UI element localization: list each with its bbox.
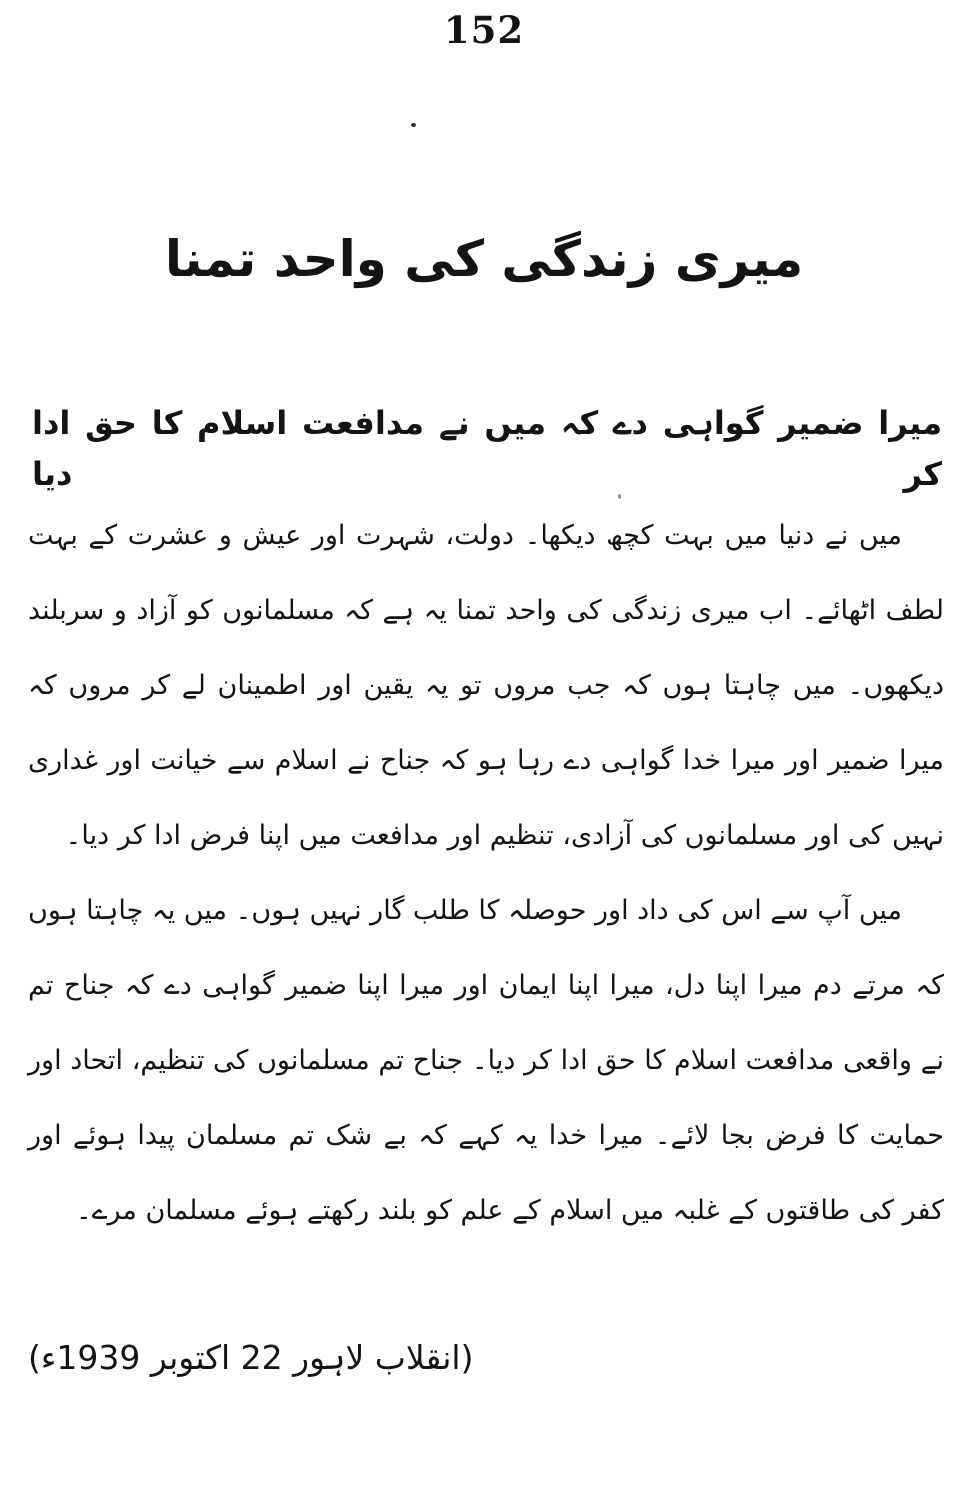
paragraph-2: میں آپ سے اس کی داد اور حوصلہ کا طلب گار نہیں ہوں۔ میں یہ چاہتا ہوں کہ مرتے دم میرا اپنا دل، میرا اپنا ایمان اور میرا اپنا ضمیر گواہی دے کہ جناح تم نے واقعی مدافعت اسلام کا حق ادا کر دیا۔ جناح تم مسلمانوں کی تنظیم، اتحاد اور حمایت کا فرض بجا لائے۔ میرا خدا یہ کہے کہ بے شک تم مسلمان پیدا ہوئے اور کفر کی طاقتوں کے غلبہ میں اسلام کے علم کو بلند رکھتے ہوئے مسلمان مرے۔ <box>28 895 944 1226</box>
citation-source: (انقلاب لاہور 22 اکتوبر 1939ء) <box>28 1338 474 1377</box>
chapter-subheading: میرا ضمیر گواہی دے کہ میں نے مدافعت اسلام کا حق ادا کر دیا <box>32 404 942 494</box>
scan-speck <box>411 123 416 127</box>
body-text <box>28 498 944 1248</box>
page-number: 152 <box>443 8 525 52</box>
paragraph-1: میں نے دنیا میں بہت کچھ دیکھا۔ دولت، شہرت اور عیش و عشرت کے بہت لطف اٹھائے۔ اب میری زندگی کی واحد تمنا یہ ہے کہ مسلمانوں کو آزاد و سربلند دیکھوں۔ میں چاہتا ہوں کہ جب مروں تو یہ یقین اور اطمینان لے کر مروں کہ میرا ضمیر اور میرا خدا گواہی دے رہا ہو کہ جناح نے اسلام سے خیانت اور غداری نہیں کی اور مسلمانوں کی آزادی، تنظیم اور مدافعت میں اپنا فرض ادا کر دیا۔ <box>28 520 944 851</box>
chapter-title: میری زندگی کی واحد تمنا <box>164 230 804 288</box>
